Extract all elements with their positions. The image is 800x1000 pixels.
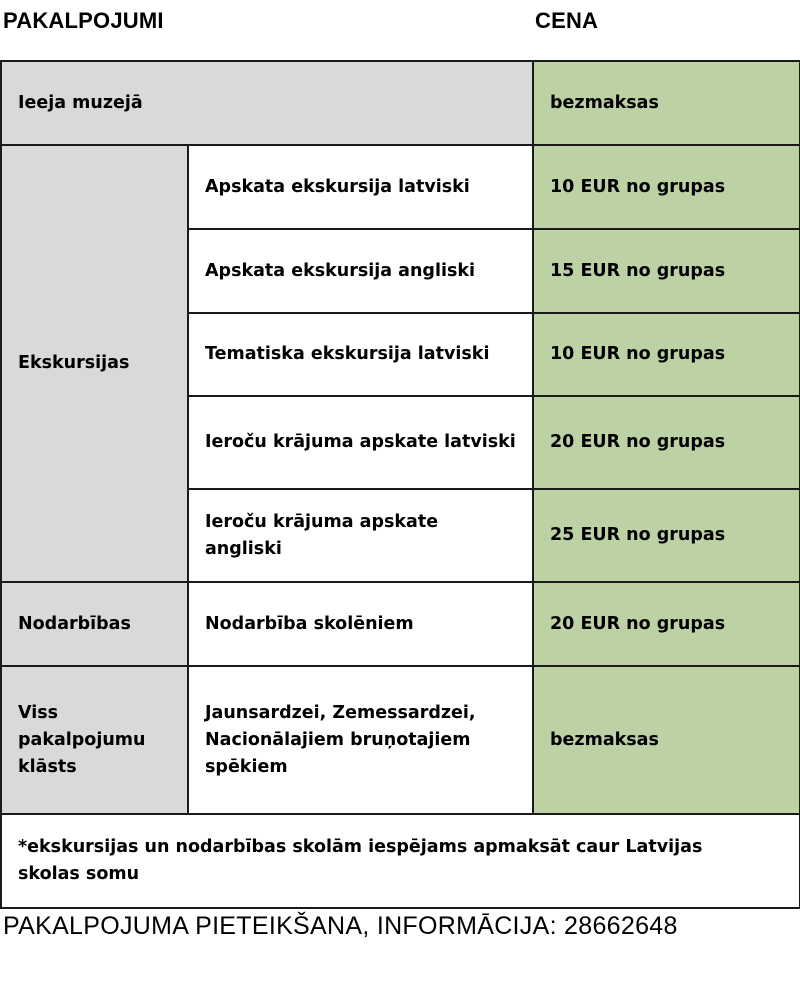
service-price: 20 EUR no grupas — [533, 396, 800, 489]
service-price: 20 EUR no grupas — [533, 582, 800, 666]
service-price: 10 EUR no grupas — [533, 145, 800, 229]
activities-category: Nodarbības — [1, 582, 188, 666]
full-range-category: Viss pakalpojumu klāsts — [1, 666, 188, 814]
service-name: Jaunsardzei, Zemessardzei, Nacionālajiem bruņotajiem spēkiem — [188, 666, 533, 814]
services-column-header: PAKALPOJUMI — [3, 8, 164, 33]
payment-note: *ekskursijas un nodarbības skolām iespējams apmaksāt caur Latvijas skolas somu — [1, 814, 800, 908]
service-name: Nodarbība skolēniem — [188, 582, 533, 666]
service-price: 25 EUR no grupas — [533, 489, 800, 582]
service-name: Ieroču krājuma apskate latviski — [188, 396, 533, 489]
service-price: 10 EUR no grupas — [533, 313, 800, 396]
service-name: Apskata ekskursija angliski — [188, 229, 533, 313]
table-row-entry — [1, 61, 800, 145]
service-price: 15 EUR no grupas — [533, 229, 800, 313]
table-row-note — [1, 814, 800, 908]
service-name: Tematiska ekskursija latviski — [188, 313, 533, 396]
contact-info: PAKALPOJUMA PIETEIKŠANA, INFORMĀCIJA: 28662648 — [3, 912, 678, 940]
price-column-header: CENA — [535, 8, 599, 33]
service-price: bezmaksas — [533, 666, 800, 814]
table-row-full-range — [1, 666, 800, 814]
price-table — [0, 60, 800, 909]
table-row — [1, 145, 800, 229]
excursions-category: Ekskursijas — [1, 145, 188, 582]
entry-price: bezmaksas — [533, 61, 800, 145]
table-row-activities — [1, 582, 800, 666]
entry-label: Ieeja muzejā — [1, 61, 533, 145]
service-name: Apskata ekskursija latviski — [188, 145, 533, 229]
service-name: Ieroču krājuma apskate angliski — [188, 489, 533, 582]
